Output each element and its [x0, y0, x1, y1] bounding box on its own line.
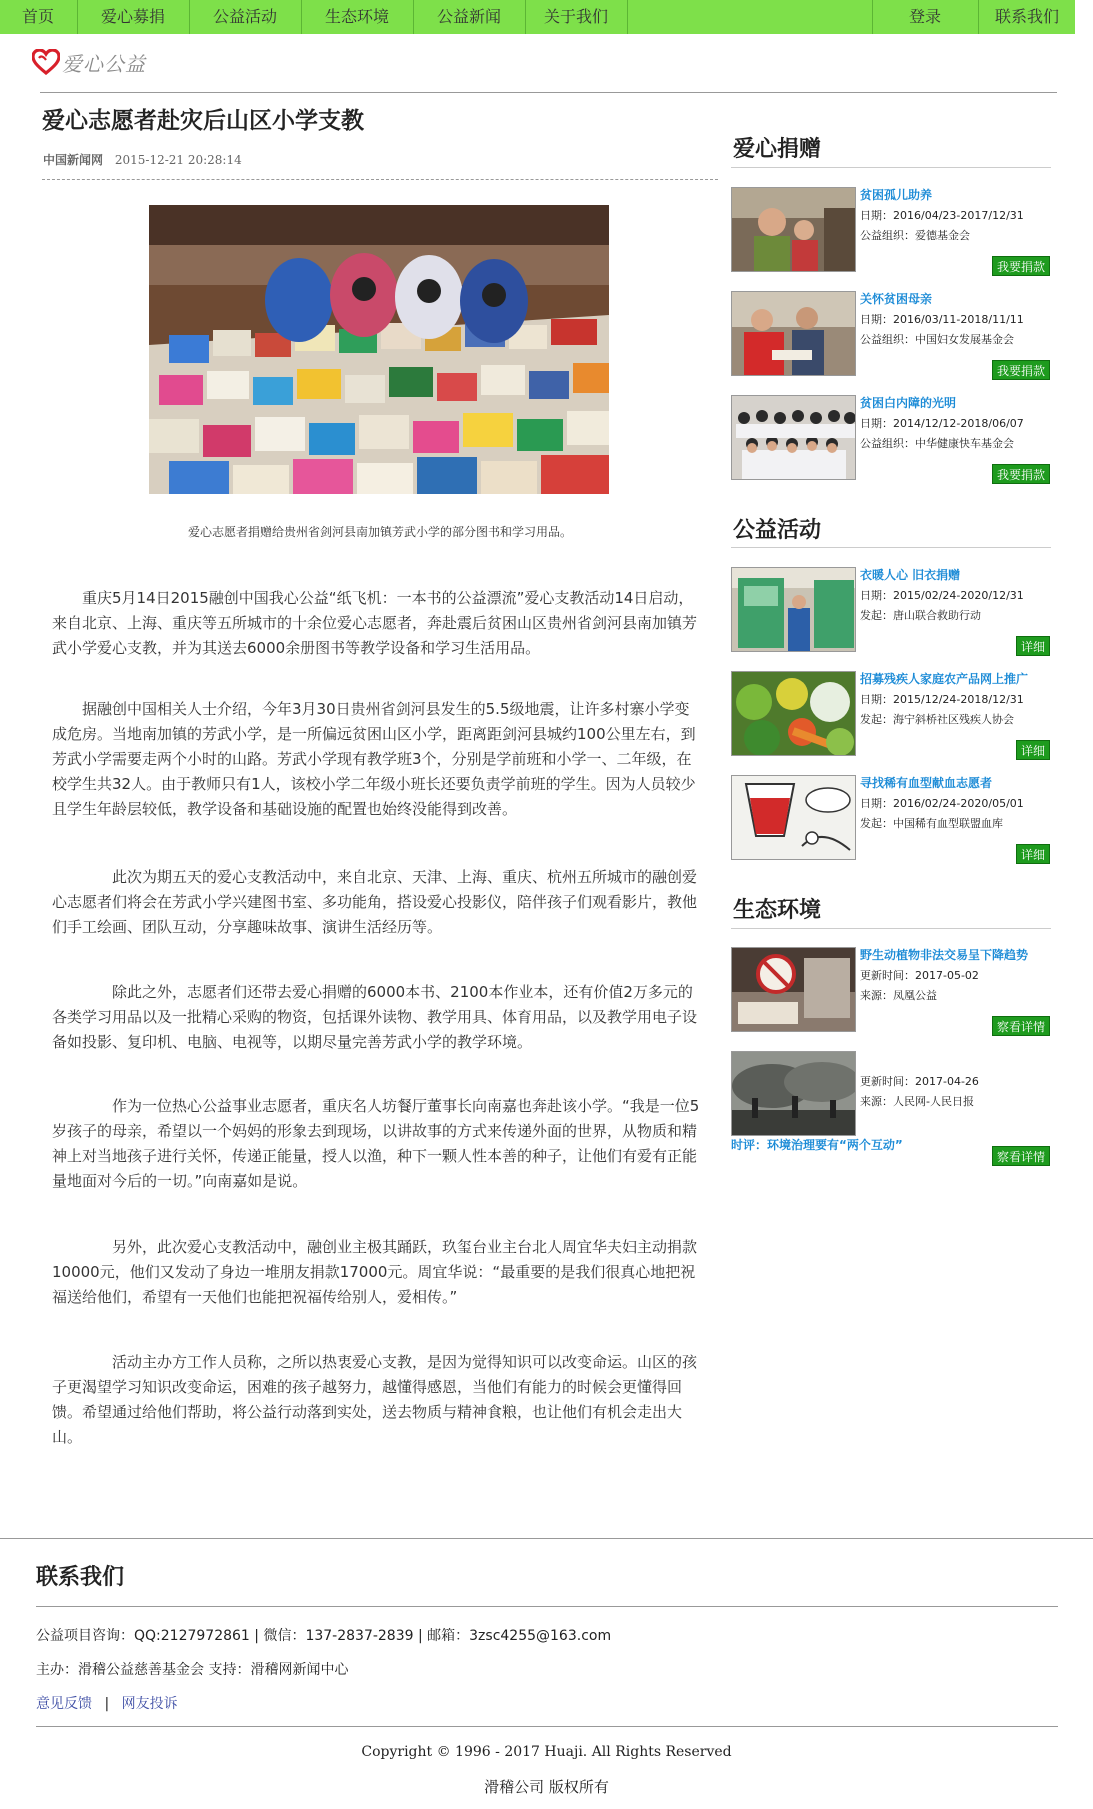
footer-links [36, 1693, 178, 1713]
donation-title-link[interactable]: 关怀贫困母亲 [860, 292, 933, 306]
article-datetime: 2015-12-21 20:28:14 [114, 153, 242, 167]
donation-thumbnail[interactable] [731, 395, 856, 480]
activities-heading: 公益活动 [733, 518, 822, 543]
donation-org: 公益组织：中国妇女发展基金会 [860, 333, 1014, 346]
activity-date: 日期：2015/02/24-2020/12/31 [860, 589, 1024, 602]
footer-heading: 联系我们 [36, 1565, 125, 1590]
rights-reserved: 滑稽公司 版权所有 [484, 1778, 609, 1796]
activity-thumbnail[interactable] [731, 671, 856, 756]
activity-org: 发起：中国稀有血型联盟血库 [860, 817, 1003, 830]
donation-org: 公益组织：中华健康快车基金会 [860, 437, 1014, 450]
sidebar-divider [731, 167, 1051, 168]
donation-title-link[interactable]: 贫困孤儿助养 [860, 188, 933, 202]
details-button[interactable]: 详细 [1016, 740, 1050, 760]
nav-ecology[interactable]: 生态环境 [324, 7, 389, 26]
donation-date: 日期：2016/03/11-2018/11/11 [860, 313, 1024, 326]
nav-divider [627, 0, 628, 34]
details-button[interactable]: 详细 [1016, 844, 1050, 864]
donation-date: 日期：2016/04/23-2017/12/31 [860, 209, 1024, 222]
article-photo [149, 205, 609, 494]
article-paragraph: 重庆5月14日2015融创中国我心公益“纸飞机：一本书的公益漂流”爱心支教活动14日启动，来自北京、上海、重庆等五所城市的十余位爱心志愿者，奔赴震后贫困山区贵州省剑河县南加镇芳武小学爱心支教，并为其送去6000余册图书等教学设备和学习生活用品。 [52, 589, 698, 657]
article-paragraph: 活动主办方工作人员称，之所以热衷爱心支教，是因为觉得知识可以改变命运。山区的孩子更渴望学习知识改变命运，困难的孩子越努力，越懂得感恩，当他们有能力的时候会更懂得回馈。希望通过给他们帮助，将公益行动落到实处，送去物质与精神食粮，也让他们有机会走出大山。 [52, 1353, 698, 1446]
activity-thumbnail[interactable] [731, 567, 856, 652]
donate-button[interactable]: 我要捐款 [992, 464, 1050, 484]
donate-button[interactable]: 我要捐款 [992, 256, 1050, 276]
nav-contact[interactable]: 联系我们 [994, 7, 1059, 26]
heart-logo-icon [32, 49, 60, 75]
nav-about[interactable]: 关于我们 [543, 7, 608, 26]
ecology-thumbnail[interactable] [731, 1051, 856, 1136]
sidebar-divider [731, 928, 1051, 929]
sponsor-info: 主办：滑稽公益慈善基金会 支持：滑稽网新闻中心 [36, 1662, 349, 1678]
activity-title-link[interactable]: 招募残疾人家庭农产品网上推广 [860, 672, 1029, 686]
top-nav [0, 0, 1075, 34]
footer-divider [36, 1606, 1058, 1607]
nav-activities[interactable]: 公益活动 [212, 7, 277, 26]
ecology-title-link[interactable]: 野生动植物非法交易呈下降趋势 [860, 948, 1029, 962]
donation-date: 日期：2014/12/12-2018/06/07 [860, 417, 1024, 430]
activity-thumbnail[interactable] [731, 775, 856, 860]
footer-divider [0, 1538, 1093, 1539]
link-separator: | [104, 1696, 110, 1712]
activity-title-link[interactable]: 衣暖人心 旧衣捐赠 [860, 568, 961, 582]
details-button[interactable]: 详细 [1016, 636, 1050, 656]
activity-title-link[interactable]: 寻找稀有血型献血志愿者 [860, 776, 993, 790]
footer-divider [36, 1726, 1058, 1727]
ecology-title-link[interactable]: 时评：环境治理要有“两个互动” [731, 1138, 903, 1152]
activity-date: 日期：2016/02/24-2020/05/01 [860, 797, 1024, 810]
article-meta [43, 151, 242, 168]
activity-org: 发起：唐山联合救助行动 [860, 609, 981, 622]
sidebar-divider [731, 547, 1051, 548]
ecology-heading: 生态环境 [733, 898, 822, 923]
article-paragraph: 此次为期五天的爱心支教活动中，来自北京、天津、上海、重庆、杭州五所城市的融创爱心志愿者们将会在芳武小学兴建图书室、多功能角，搭设爱心投影仪，陪伴孩子们观看影片，教他们手工绘画、团队互动，分享趣味故事、演讲生活经历等。 [52, 868, 698, 936]
feedback-link[interactable]: 意见反馈 [36, 1696, 92, 1712]
donation-thumbnail[interactable] [731, 291, 856, 376]
nav-news[interactable]: 公益新闻 [436, 7, 501, 26]
ecology-thumbnail[interactable] [731, 947, 856, 1032]
nav-home[interactable]: 首页 [21, 7, 54, 26]
view-details-button[interactable]: 察看详情 [992, 1016, 1050, 1036]
article-paragraph: 另外，此次爱心支教活动中，融创业主极其踊跃，玖玺台业主台北人周宜华夫妇主动捐款10000元，他们又发动了身边一堆朋友捐款17000元。周宜华说：“最重要的是我们很真心地把祝福送给他们，希望有一天他们也能把祝福传给别人，爱相传。” [52, 1238, 698, 1306]
activity-org: 发起：海宁斜桥社区残疾人协会 [860, 713, 1014, 726]
article-source: 中国新闻网 [43, 153, 104, 167]
view-details-button[interactable]: 察看详情 [992, 1146, 1050, 1166]
donate-button[interactable]: 我要捐款 [992, 360, 1050, 380]
site-logo[interactable] [32, 48, 146, 76]
nav-donation[interactable]: 爱心募捐 [100, 7, 165, 26]
article-paragraph: 作为一位热心公益事业志愿者，重庆名人坊餐厅董事长向南嘉也奔赴该小学。“我是一位5岁孩子的母亲，希望以一个妈妈的形象去到现场，以讲故事的方式来传递外面的世界，从物质和精神上对当地孩子进行关怀，传递正能量，授人以渔，种下一颗人性本善的种子，让他们有爱有正能量地面对今后的一切。”向南嘉如是说。 [52, 1097, 700, 1190]
nav-login[interactable]: 登录 [908, 7, 941, 26]
complaint-link[interactable]: 网友投诉 [121, 1696, 178, 1712]
contact-info: 公益项目咨询：QQ:2127972861 | 微信：137-2837-2839 | 邮箱：3zsc4255@163.com [36, 1628, 612, 1644]
photo-caption: 爱心志愿者捐赠给贵州省剑河县南加镇芳武小学的部分图书和学习用品。 [187, 525, 572, 539]
article-title: 爱心志愿者赴灾后山区小学支教 [42, 108, 364, 134]
article-paragraph: 除此之外，志愿者们还带去爱心捐赠的6000本书、2100本作业本，还有价值2万多元的各类学习用品以及一批精心采购的物资，包括课外读物、教学用具、体育用品，以及教学用电子设备如投影、复印机、电脑、电视等，以期尽量完善芳武小学的教学环境。 [52, 983, 698, 1051]
header-divider [40, 92, 1057, 93]
ecology-source: 来源：人民网-人民日报 [860, 1095, 974, 1108]
donation-org: 公益组织：爱德基金会 [860, 229, 970, 242]
ecology-date: 更新时间：2017-05-02 [860, 969, 979, 982]
donation-title-link[interactable]: 贫困白内障的光明 [860, 396, 957, 410]
ecology-date: 更新时间：2017-04-26 [860, 1075, 979, 1088]
logo-text: 爱心公益 [62, 51, 146, 76]
meta-divider [42, 179, 718, 180]
donation-heading: 爱心捐赠 [733, 137, 822, 162]
ecology-source: 来源：凤凰公益 [860, 989, 937, 1002]
activity-date: 日期：2015/12/24-2018/12/31 [860, 693, 1024, 706]
donation-thumbnail[interactable] [731, 187, 856, 272]
article-paragraph: 据融创中国相关人士介绍，今年3月30日贵州省剑河县发生的5.5级地震，让许多村寨小学变成危房。当地南加镇的芳武小学，是一所偏远贫困山区小学，距离距剑河县城约100公里左右，到芳武小学需要走两个小时的山路。芳武小学现有教学班3个，分别是学前班和小学一、二年级，在校学生共32人。由于教师只有1人，该校小学二年级小班长还要负责学前班的学生。因为人员较少且学生年龄层较低，教学设备和基础设施的配置也始终没能得到改善。 [52, 700, 696, 818]
copyright: Copyright © 1996 - 2017 Huaji. All Rights Reserved [361, 1744, 732, 1760]
